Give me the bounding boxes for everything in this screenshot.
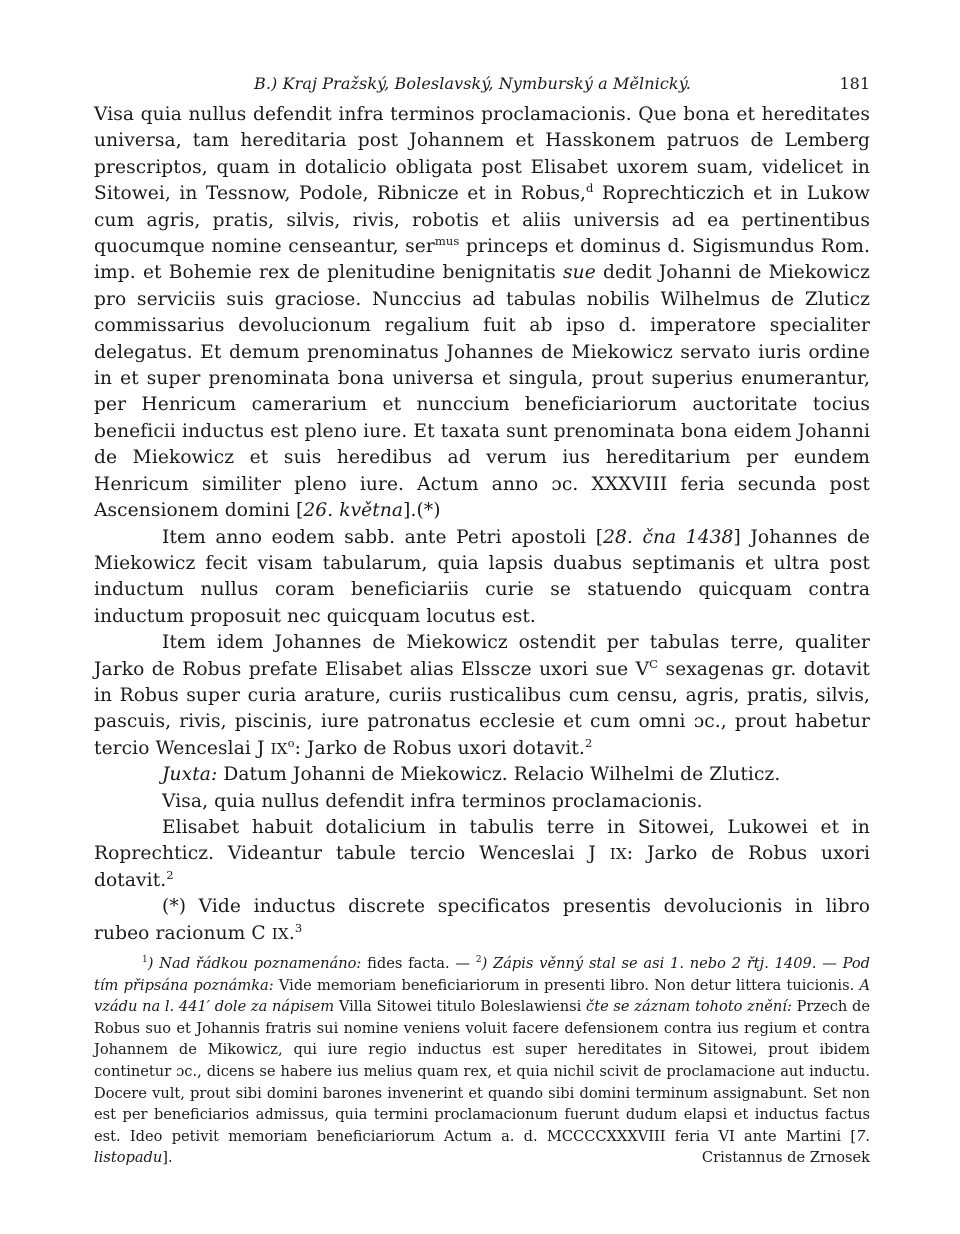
document-page — [94, 68, 870, 1169]
superscript-d: d — [586, 181, 594, 196]
text-span: Villa Sitowei titulo Boleslawiensi — [334, 998, 587, 1016]
page-number: 181 — [839, 74, 870, 93]
main-text — [94, 102, 870, 947]
footnote-label: Pod tím připsána poznámka: — [94, 955, 870, 994]
juxta-label: Juxta: — [162, 764, 218, 786]
roman-ix: IX — [271, 924, 289, 943]
text-span: fides facta. — — [361, 955, 476, 972]
text-span: : Jarko de Robus uxori dotavit. — [94, 843, 870, 891]
footnote-ref: 3 — [294, 920, 303, 935]
paragraph-4 — [94, 762, 870, 788]
text-span: Datum Johanni de Miekowicz. Relacio Wilhelmi de Zluticz. — [217, 764, 781, 786]
paragraph-7 — [94, 894, 870, 947]
superscript-c: C — [649, 656, 659, 671]
paragraph-3 — [94, 630, 870, 762]
date-annotation: 28. čna 1438 — [603, 526, 734, 548]
text-span: Vide memoriam beneficiariorum in presenti libro. Non detur littera tuicionis. — [273, 976, 860, 994]
signature: Cristannus de Zrnosek — [701, 1149, 870, 1167]
text-span: : Jarko de Robus uxori dotavit. — [294, 737, 585, 759]
text-span: sexagenas gr. dotavit in Robus super curia arature, curiis rusticalibus cum censu, agris, pratis, silvis, pascuis, rivis, piscinis, iure patronatus ecclesie et cum omni ɔc., prout habetur tercio Wenceslai J — [94, 658, 870, 759]
running-title: B.) Kraj Pražský, Boleslavský, Nymburský a Mělnický. — [254, 74, 691, 93]
text-span: princeps et dominus d. Sigismundus Rom. imp. et Bohemie rex de plenitudine benignitatis — [94, 236, 870, 284]
paragraph-5: Visa, quia nullus defendit infra terminos proclamacionis. — [162, 790, 703, 812]
text-span: (*) Vide inductus discrete specificatos presentis devolucionis in libro rubeo racionum C — [94, 896, 870, 944]
footnote-ref: 2 — [166, 867, 174, 882]
footnote-number: 2 — [475, 955, 482, 966]
footnote-number: 1 — [142, 955, 148, 966]
paragraph-1 — [94, 102, 870, 525]
italic-sue: sue — [562, 262, 596, 284]
paragraph-2 — [94, 525, 870, 631]
footnote-label: ) Nad řádkou poznamenáno: — [147, 955, 362, 972]
text-span: ]. — [162, 1149, 173, 1167]
text-span: Item anno eodem sabb. ante Petri apostoli [ — [162, 526, 604, 548]
text-span: Elisabet habuit dotalicium in tabulis terre in Sitowei, Lukowei et in Roprechticz. Videantur tabule tercio Wenceslai J — [94, 816, 870, 865]
footnotes — [94, 953, 870, 1169]
date-annotation: 26. května — [303, 500, 404, 522]
date-annotation: 7. listopadu — [94, 1127, 870, 1167]
text-span: Roprechticzich et in Lukow cum agris, pratis, silvis, rivis, robotis et aliis universis ad ea pertinentibus quocumque nomine censeantur, ser — [94, 183, 871, 258]
text-span: ] Johannes de Miekowicz fecit visam tabularum, quia lapsis duabus septimanis et ultra post inductum nullus coram beneficiariis curie se statuendo quicquam contra inductum proposuit nec quicquam locutus est. — [94, 526, 870, 627]
superscript-mus: mus — [434, 233, 460, 248]
footnote-label: čte se záznam tohoto znění: — [586, 998, 792, 1016]
text-span: Visa quia nullus defendit infra terminos proclamacionis. Que bona et hereditates universa, tam hereditaria post Johannem et Hasskonem patruos de Lemberg prescriptos, quam in dotalicio obligata post Elisabet uxorem suam, videlicet in Sitowei, in Tessnow, Podole, Ribnicze et in Robus, — [94, 104, 870, 205]
footnote-ref: 2 — [584, 735, 593, 750]
text-span: — — [816, 955, 843, 972]
text-span: . — [288, 922, 295, 944]
roman-ix: IX — [270, 739, 288, 758]
text-span: Item idem Johannes de Miekowicz ostendit per tabulas terre, qualiter Jarko de Robus prefate Elisabet alias Elsscze uxori sue V — [94, 632, 870, 680]
footnote-label: A vzádu na l. 441′ dole za nápisem — [94, 976, 871, 1016]
roman-ix: IX — [609, 845, 627, 864]
text-span: dedit Johanni de Miekowicz pro serviciis suis graciose. Nunccius ad tabulas nobilis Wilhelmus de Zluticz commissarius devolucionum regalium fuit ab ipso d. imperatore specialiter delegatus. Et demum prenominatus Johannes de Miekowicz servato iuris ordine in et super prenominata bona universa et singula, prout superius enumerantur, per Henricum camerarium et nunccium beneficiariorum auctoritate tocius beneficii inductus est pleno iure. Et taxata sunt prenominata bona eidem Johanni de Miekowicz et suis heredibus ad verum ius hereditarium per eundem Henricum similiter pleno iure. Actum anno ɔc. XXXVIII feria secunda post Ascensionem domini [ — [94, 262, 870, 522]
superscript-o: o — [287, 735, 295, 750]
page-header — [94, 68, 870, 102]
footnote-block — [94, 953, 870, 1169]
paragraph-6 — [94, 815, 870, 894]
text-span: ].(*) — [403, 500, 441, 522]
text-span: Przech de Robus suo et Johannis fratris sui nomine veniens voluit facere defensionem contra ius regium et contra Johannem de Mikowicz, qui iure regio inductus est super hereditates in Sitowei, prout ibidem continetur ɔc., dicens se habere ius melius quam rex, et quia nichil scivit de proclamacione aut inductu. Docere vult, prout sibi domini barones invenerint et quando sibi domini terminum assignabunt. Set non est per beneficiarios admissus, quia termini proclamacionum fuerunt dudum elapsi et inductus factus est. Ideo petivit memoriam beneficiariorum Actum a. d. MCCCCXXXVIII feria VI ante Martini [ — [94, 998, 870, 1145]
footnote-label: ) Zápis věnný stal se asi 1. nebo 2 řtj. 1409. — [481, 955, 817, 972]
